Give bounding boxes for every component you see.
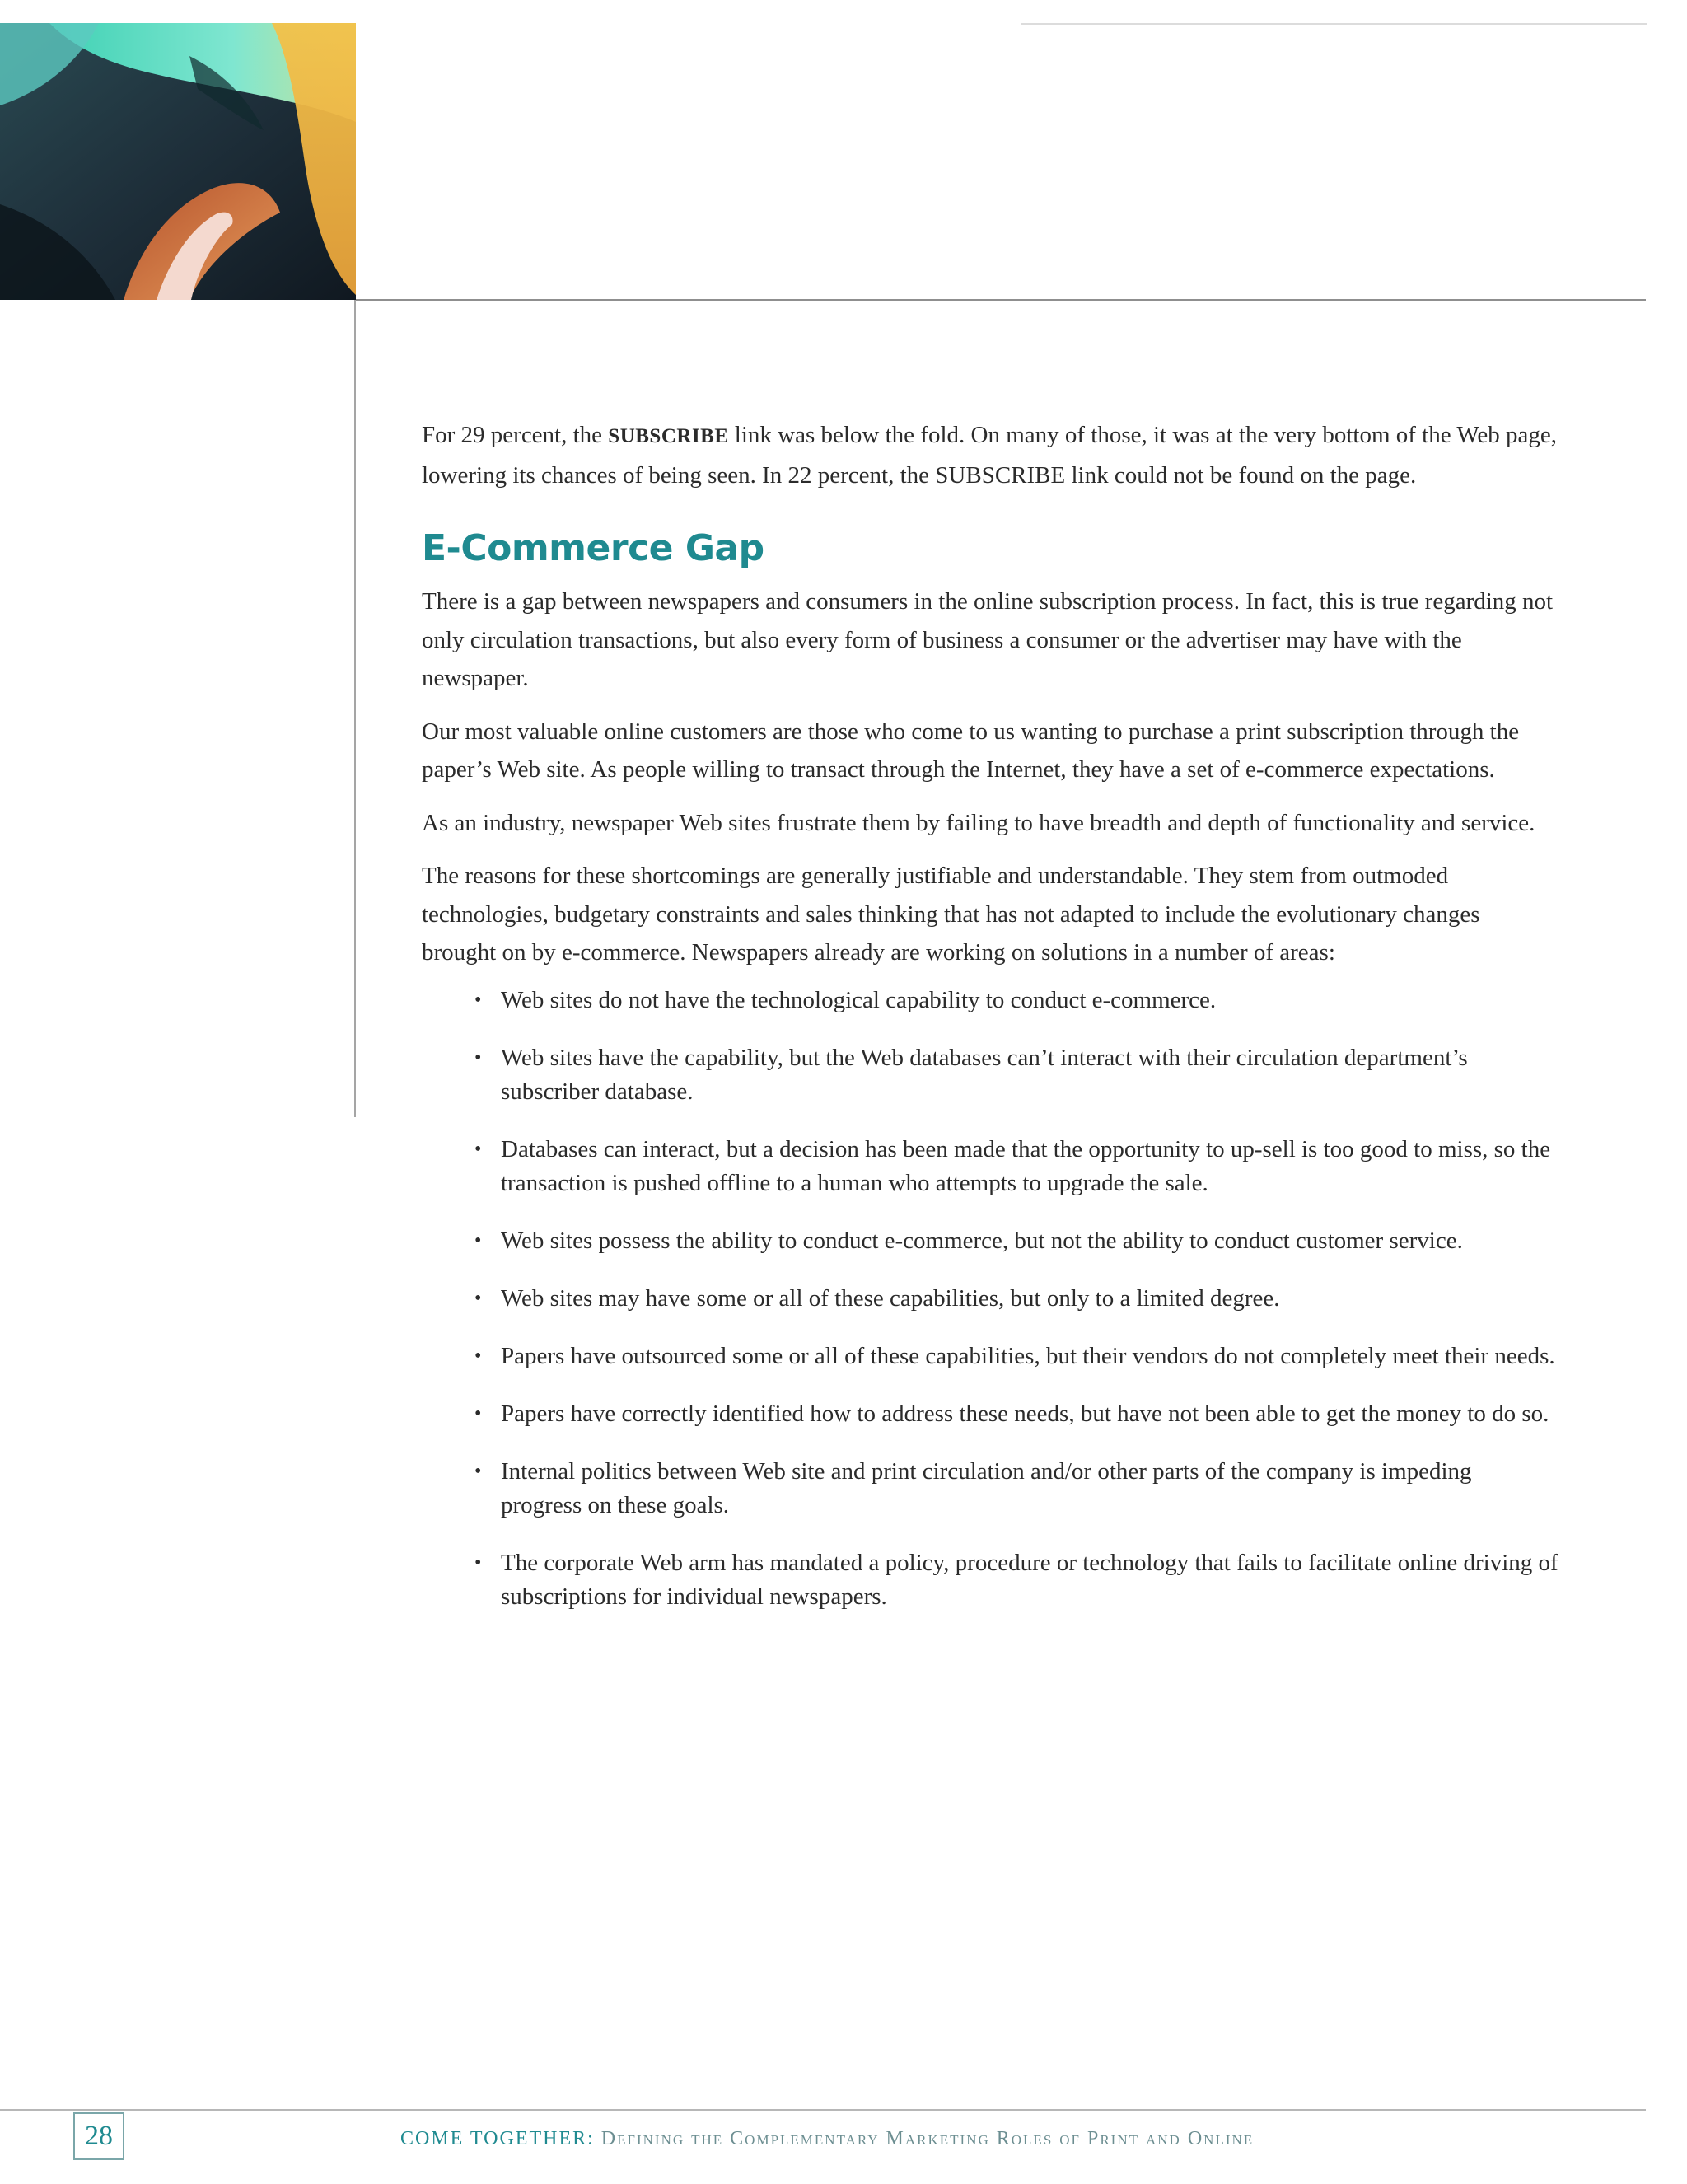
bullet-icon: • bbox=[474, 1229, 482, 1251]
list-item-text: Papers have outsourced some or all of these capabilities, but their vendors do not completely meet their needs. bbox=[501, 1342, 1555, 1369]
intro-text-start: For 29 percent, the bbox=[422, 422, 609, 448]
vertical-margin-rule bbox=[354, 300, 356, 1117]
list-item-text: Web sites possess the ability to conduct e-commerce, but not the ability to conduct customer service. bbox=[501, 1227, 1463, 1254]
bullet-icon: • bbox=[474, 1460, 482, 1482]
footer-title-sub: Defining the Complementary Marketing Roles of Print and Online bbox=[600, 2128, 1255, 2149]
list-item bbox=[474, 1282, 1558, 1316]
body-paragraph: The reasons for these shortcomings are generally justifiable and understandable. They stem from outmoded technologies, budgetary constraints and sales thinking that has not adapted to include the evolutionary changes brought on by e-commerce. Newspapers already are working on solutions in a number of areas: bbox=[422, 863, 1480, 966]
list-item bbox=[474, 1041, 1558, 1109]
list-item-text: Internal politics between Web site and print circulation and/or other parts of the company is impeding progress on these goals. bbox=[501, 1457, 1472, 1518]
page-number: 28 bbox=[73, 2112, 124, 2160]
section-heading: E-Commerce Gap bbox=[422, 527, 764, 569]
bullet-icon: • bbox=[474, 1551, 482, 1574]
list-item-text: Web sites do not have the technological capability to conduct e-commerce. bbox=[501, 986, 1217, 1013]
bullet-list bbox=[422, 984, 1558, 1614]
list-item-text: Papers have correctly identified how to address these needs, but have not been able to get the money to do so. bbox=[501, 1400, 1549, 1427]
list-item-text: Web sites may have some or all of these capabilities, but only to a limited degree. bbox=[501, 1284, 1280, 1312]
bullet-icon: • bbox=[474, 1345, 482, 1367]
list-item bbox=[474, 1340, 1558, 1373]
list-item-text: Web sites have the capability, but the Web databases can’t interact with their circulation department’s subscriber database. bbox=[501, 1044, 1468, 1105]
bullet-icon: • bbox=[474, 1138, 482, 1160]
top-faint-rule bbox=[1021, 23, 1647, 25]
list-item bbox=[474, 984, 1558, 1017]
intro-paragraph bbox=[422, 416, 1558, 494]
intro-text-end: link was below the fold. On many of those, it was at the very bottom of the Web page, lowering its chances of being seen. In 22 percent, the SUBSCRIBE link could not be found on the page. bbox=[422, 422, 1558, 489]
footer-title-main: COME TOGETHER: bbox=[400, 2128, 595, 2149]
list-item-text: Databases can interact, but a decision has been made that the opportunity to up-sell is too good to miss, so the transaction is pushed offline to a human who attempts to upgrade the sale. bbox=[501, 1135, 1551, 1196]
list-item-text: The corporate Web arm has mandated a policy, procedure or technology that fails to facilitate online driving of subscriptions for individual newspapers. bbox=[501, 1549, 1558, 1610]
list-item bbox=[474, 1224, 1558, 1258]
subscribe-emphasis: SUBSCRIBE bbox=[608, 425, 729, 447]
bullet-icon: • bbox=[474, 1402, 482, 1424]
body-paragraph: There is a gap between newspapers and consumers in the online subscription process. In fact, this is true regarding not only circulation transactions, but also every form of business a consumer or the advertiser may have with the newspaper. bbox=[422, 588, 1554, 691]
bullet-icon: • bbox=[474, 1287, 482, 1309]
footer-rule bbox=[0, 2109, 1646, 2111]
list-item bbox=[474, 1397, 1558, 1431]
bullet-icon: • bbox=[474, 1046, 482, 1069]
main-content bbox=[422, 416, 1558, 1638]
body-paragraph: As an industry, newspaper Web sites frustrate them by failing to have breadth and depth of functionality and service. bbox=[422, 809, 1535, 836]
running-footer bbox=[400, 2128, 1254, 2150]
header-rule bbox=[356, 299, 1646, 301]
list-item bbox=[474, 1455, 1558, 1522]
body-paragraph: Our most valuable online customers are those who come to us wanting to purchase a print subscription through the paper’s Web site. As people willing to transact through the Internet, they have a set of e-commerce expectations. bbox=[422, 718, 1520, 783]
list-item bbox=[474, 1546, 1558, 1614]
bullet-icon: • bbox=[474, 989, 482, 1011]
list-item bbox=[474, 1133, 1558, 1200]
decorative-header-image bbox=[0, 23, 356, 300]
